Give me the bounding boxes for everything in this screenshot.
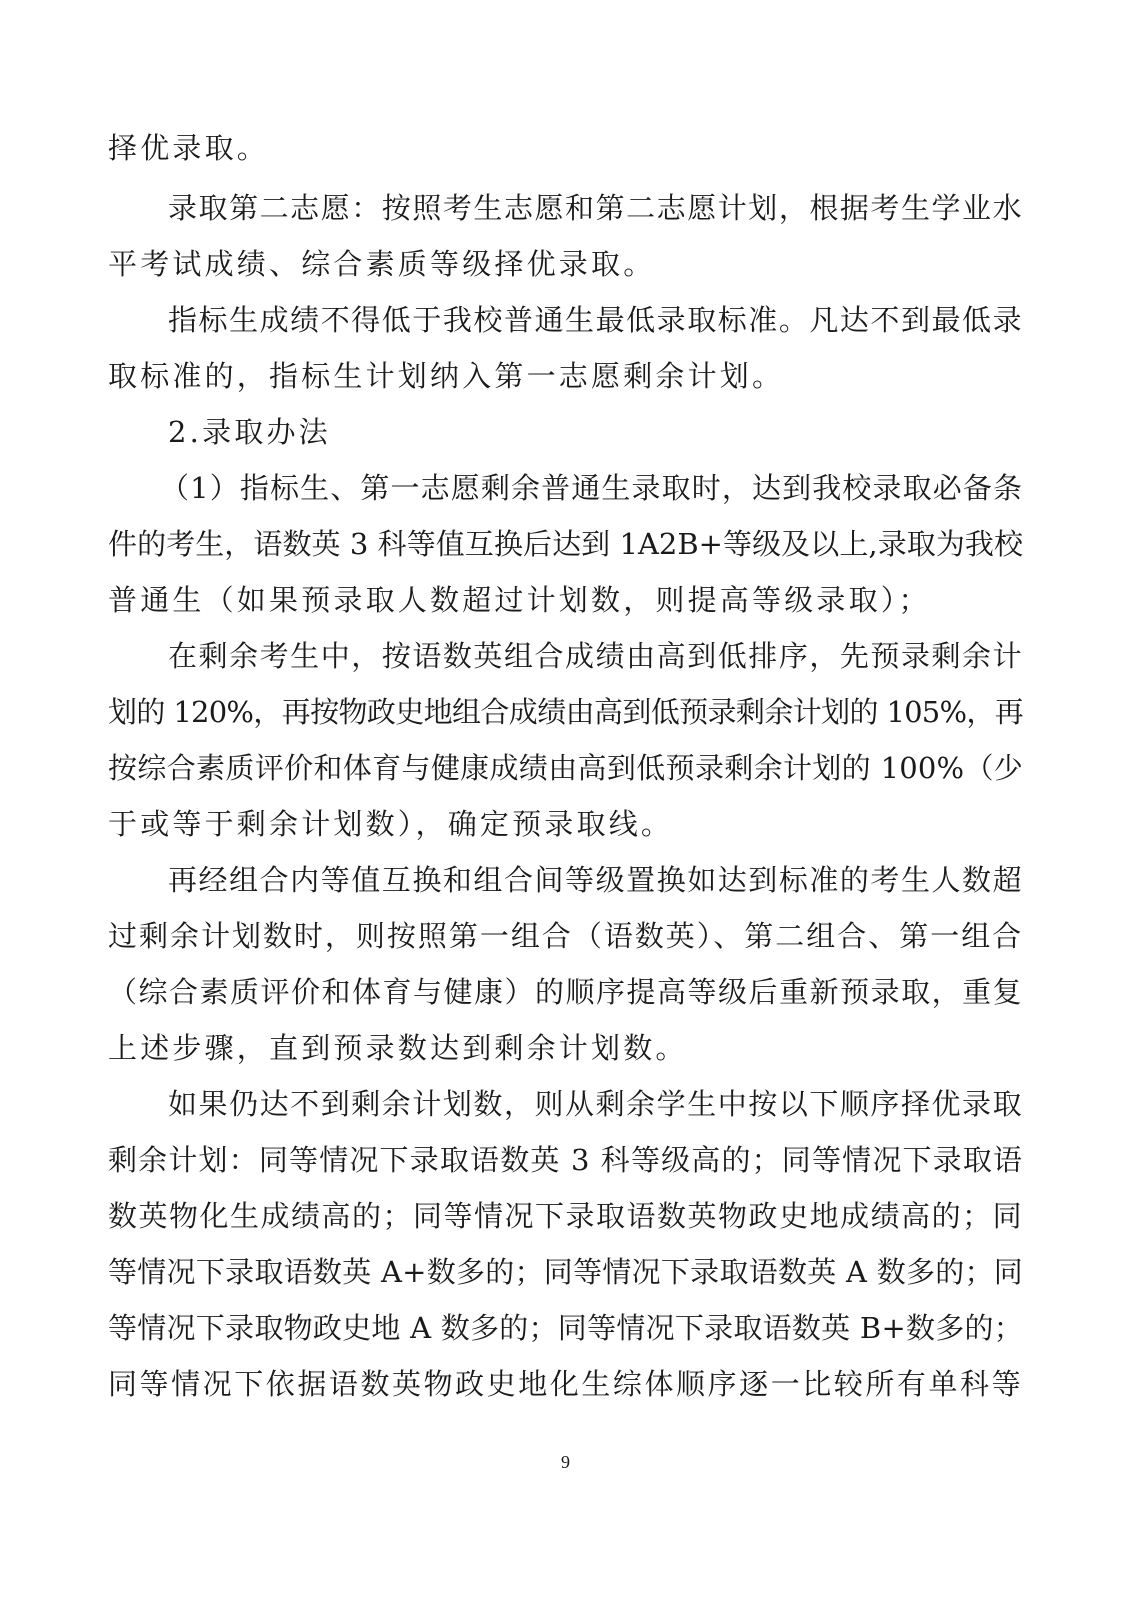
- body-text-line: 录取第二志愿：按照考生志愿和第二志愿计划，根据考生学业水: [168, 191, 1023, 225]
- body-text-line: 等情况下录取物政史地 A 数多的；同等情况下录取语数英 B+数多的；: [108, 1311, 1023, 1345]
- page-number: 9: [561, 1452, 570, 1472]
- body-text-line: 划的 120%，再按物政史地组合成绩由高到低预录剩余计划的 105%，再: [108, 695, 1023, 729]
- body-text-line: 择优录取。: [108, 131, 270, 165]
- body-text-line: 按综合素质评价和体育与健康成绩由高到低预录剩余计划的 100%（少: [108, 751, 1023, 785]
- body-text-line: 于或等于剩余计划数），确定预录取线。: [108, 807, 674, 841]
- body-text-line: 过剩余计划数时，则按照第一组合（语数英）、第二组合、第一组合: [108, 919, 1023, 953]
- body-text-line: 再经组合内等值互换和组合间等级置换如达到标准的考生人数超: [168, 863, 1023, 897]
- body-text-line: 上述步骤，直到预录数达到剩余计划数。: [108, 1031, 688, 1065]
- body-text-line: 如果仍达不到剩余计划数，则从剩余学生中按以下顺序择优录取: [168, 1087, 1023, 1121]
- body-text-line: 等情况下录取语数英 A+数多的；同等情况下录取语数英 A 数多的；同: [108, 1255, 1023, 1289]
- body-text-line: 平考试成绩、综合素质等级择优录取。: [108, 247, 656, 281]
- body-text-line: 同等情况下依据语数英物政史地化生综体顺序逐一比较所有单科等: [108, 1367, 1023, 1401]
- body-text-line: 在剩余考生中，按语数英组合成绩由高到低排序，先预录剩余计: [168, 639, 1023, 673]
- section-heading: 2.录取办法: [168, 415, 331, 449]
- body-text-line: 件的考生，语数英 3 科等值互换后达到 1A2B+等级及以上,录取为我校: [108, 527, 1023, 561]
- body-text-line: 剩余计划：同等情况下录取语数英 3 科等级高的；同等情况下录取语: [108, 1143, 1023, 1177]
- body-text-line: 普通生（如果预录取人数超过计划数，则提高等级录取）；: [108, 583, 931, 617]
- body-text-line: 指标生成绩不得低于我校普通生最低录取标准。凡达不到最低录: [168, 303, 1023, 337]
- body-text-line: 数英物化生成绩高的；同等情况下录取语数英物政史地成绩高的；同: [108, 1199, 1023, 1233]
- body-text-line: （1）指标生、第一志愿剩余普通生录取时，达到我校录取必备条: [160, 471, 1023, 505]
- body-text-line: （综合素质评价和体育与健康）的顺序提高等级后重新预录取，重复: [108, 975, 1023, 1009]
- body-text-line: 取标准的，指标生计划纳入第一志愿剩余计划。: [108, 359, 785, 393]
